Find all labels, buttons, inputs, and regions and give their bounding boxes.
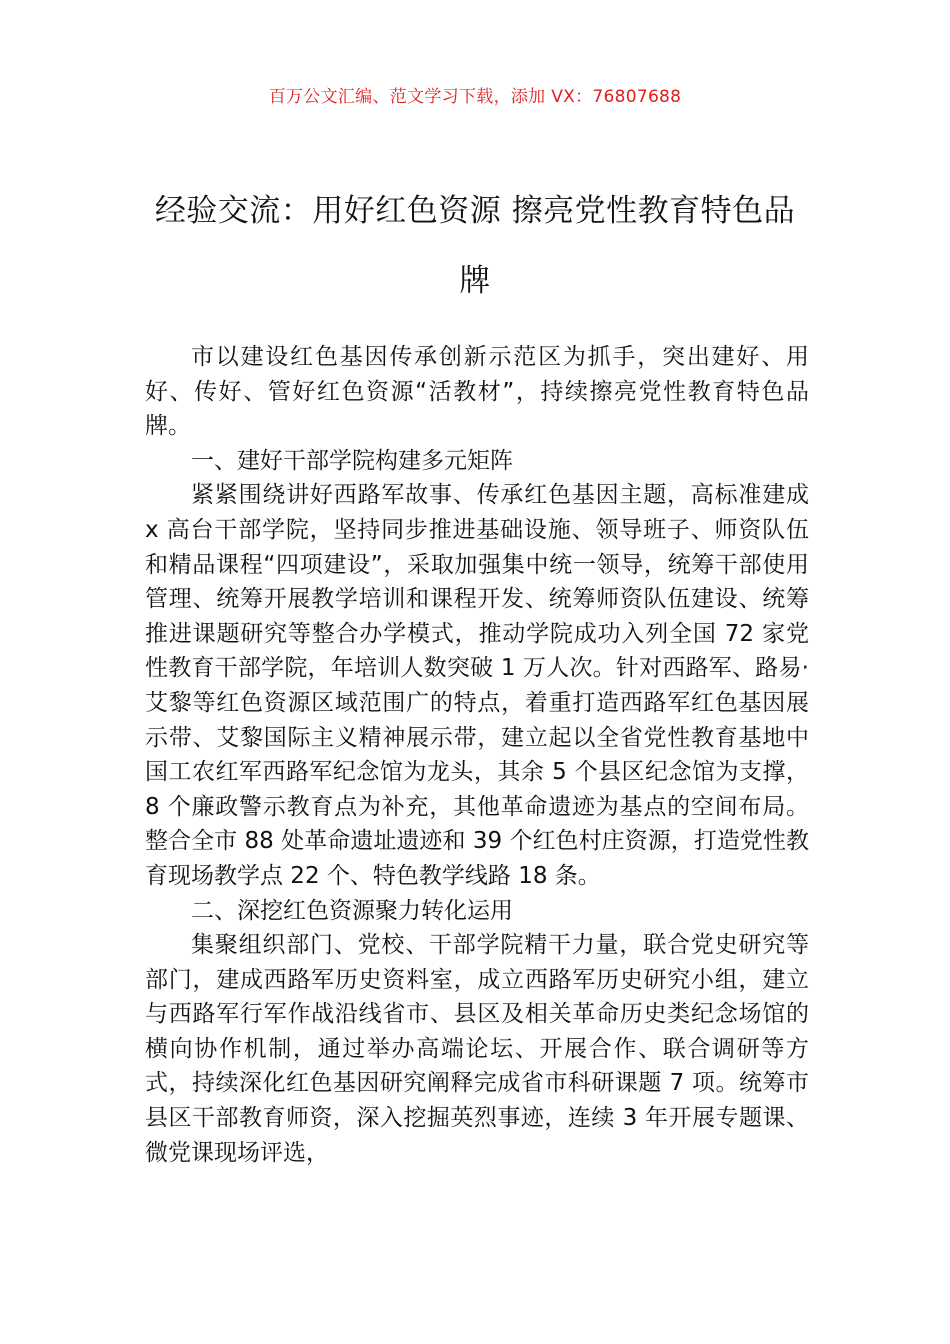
section-paragraph-1: 紧紧围绕讲好西路军故事、传承红色基因主题，高标准建成 x 高台干部学院，坚持同步推进基础设施、领导班子、师资队伍和精品课程“四项建设”，采取加强集中统一领导，统筹干部使用管理、统筹开展教学培训和课程开发、统筹师资队伍建设、统筹推进课题研究等整合办学模式，推动学院成功入列全国 72 家党性教育干部学院，年培训人数突破 1 万人次。针对西路军、路易·艾黎等红色资源区域范围广的特点，着重打造西路军红色基因展示带、艾黎国际主义精神展示带，建立起以全省党性教育基地中国工农红军西路军纪念馆为龙头，其余 5 个县区纪念馆为支撑，8 个廉政警示教育点为补充，其他革命遗迹为基点的空间布局。整合全市 88 处革命遗址遗迹和 39 个红色村庄资源，打造党性教育现场教学点 22 个、特色教学线路 18 条。 (145, 482, 809, 889)
document-title: 经验交流：用好红色资源 擦亮党性教育特色品牌 (154, 193, 796, 299)
section-heading-1: 一、建好干部学院构建多元矩阵 (191, 447, 513, 474)
section-paragraph-2: 集聚组织部门、党校、干部学院精干力量，联合党史研究等部门，建成西路军历史资料室，成立西路军历史研究小组，建立与西路军行军作战沿线省市、县区及相关革命历史类纪念场馆的横向协作机制，通过举办高端论坛、开展合作、联合调研等方式，持续深化红色基因研究阐释完成省市科研课题 7 项。统筹市县区干部教育师资，深入挖掘英烈事迹，连续 3 年开展专题课、微党课现场评选， (145, 932, 809, 1166)
header-promo-note: 百万公文汇编、范文学习下载，添加 VX：76807688 (268, 87, 682, 107)
section-heading-2: 二、深挖红色资源聚力转化运用 (191, 897, 513, 924)
document-body (145, 340, 809, 1170)
intro-paragraph: 市以建设红色基因传承创新示范区为抓手，突出建好、用好、传好、管好红色资源“活教材”，持续擦亮党性教育特色品牌。 (145, 344, 809, 440)
